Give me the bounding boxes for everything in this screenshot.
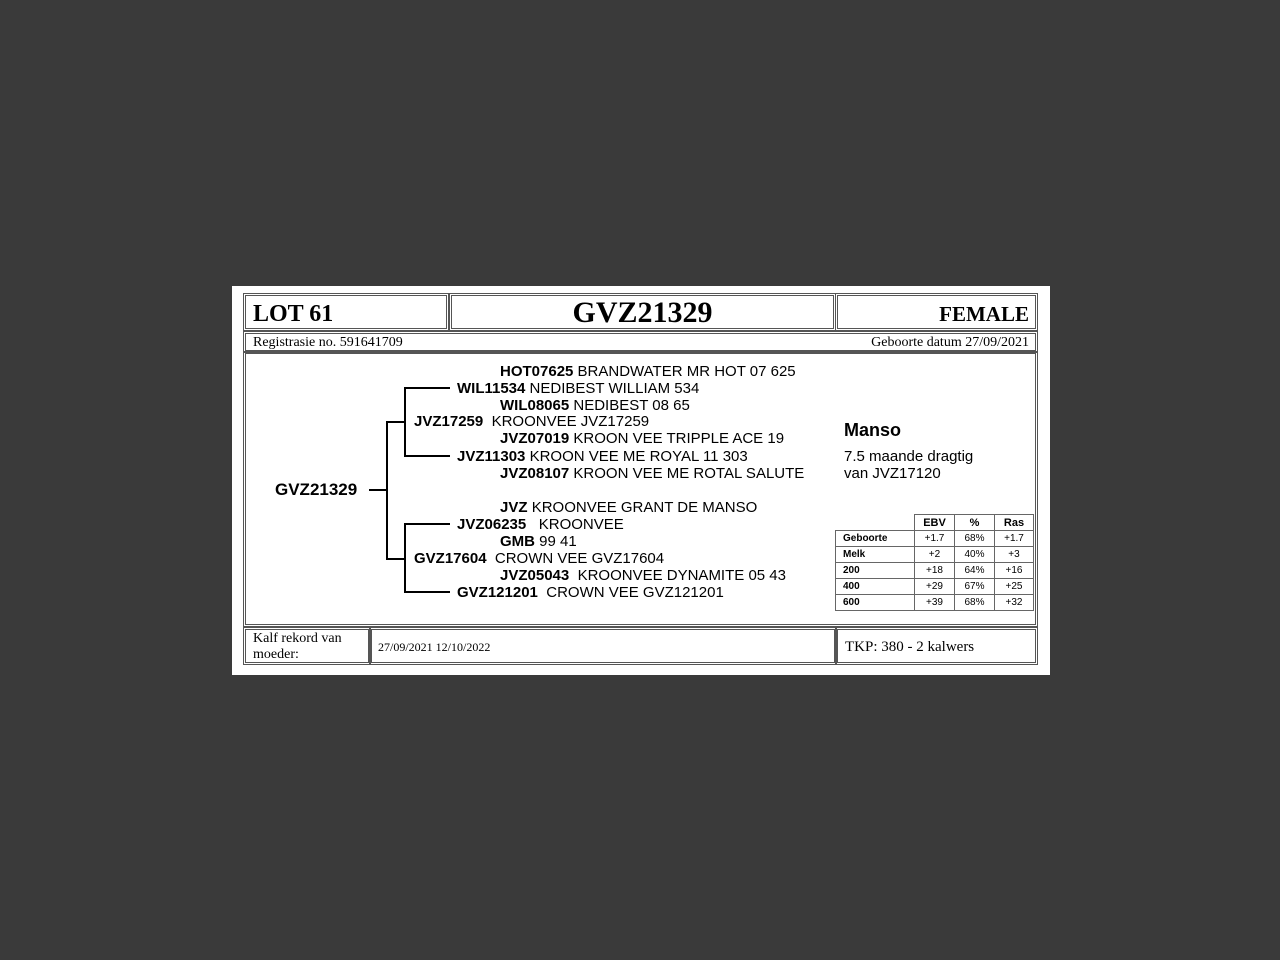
calf-record-dates: 27/09/2021 12/10/2022 [378, 640, 491, 654]
ebv-header-pct: % [955, 515, 995, 531]
sire-dam-connector [404, 455, 450, 457]
ebv-breed-avg: +3 [995, 547, 1034, 563]
dam-sire-connector [404, 523, 450, 525]
ebv-breed-avg: +32 [995, 595, 1034, 611]
pedigree-sire-dam: JVZ11303 KROON VEE ME ROYAL 11 303 [457, 448, 748, 465]
table-row [836, 547, 1034, 563]
lot-number-box [243, 293, 449, 331]
ebv-breed-avg: +25 [995, 579, 1034, 595]
table-row [836, 563, 1034, 579]
ebv-accuracy: 64% [955, 563, 995, 579]
ebv-accuracy: 68% [955, 531, 995, 547]
sex-box [835, 293, 1038, 331]
ebv-value: +2 [915, 547, 955, 563]
tkp-box [835, 627, 1038, 665]
parent-bracket [386, 421, 388, 560]
pedigree-dam-sire-sire: JVZ KROONVEE GRANT DE MANSO [500, 499, 758, 516]
pedigree-sire-sire: WIL11534 NEDIBEST WILLIAM 534 [457, 380, 700, 397]
calf-record-dates-box [369, 627, 837, 665]
ebv-accuracy: 40% [955, 547, 995, 563]
ebv-accuracy: 67% [955, 579, 995, 595]
pedigree-sire-dam-sire: JVZ07019 KROON VEE TRIPPLE ACE 19 [500, 430, 785, 447]
animal-id-box [449, 293, 836, 331]
ebv-row-label: 600 [836, 595, 915, 611]
ebv-header-row [836, 515, 1034, 531]
pedigree-sire: JVZ17259 KROONVEE JVZ17259 [414, 413, 650, 430]
calf-record-label: Kalf rekord van moeder: [253, 631, 342, 662]
pregnancy-duration: 7.5 maande dragtig [844, 448, 974, 465]
dam-bracket [404, 523, 406, 593]
pedigree-animal: GVZ21329 [275, 480, 358, 499]
sire-sire-connector [404, 387, 450, 389]
ebv-header-ras: Ras [995, 515, 1034, 531]
calf-record-label-box [243, 627, 371, 665]
animal-connector [369, 489, 387, 491]
ebv-accuracy: 68% [955, 595, 995, 611]
ebv-header-ebv: EBV [915, 515, 955, 531]
ebv-header-blank [836, 515, 915, 531]
ebv-value: +18 [915, 563, 955, 579]
ebv-breed-avg: +16 [995, 563, 1034, 579]
ebv-table [835, 514, 1034, 611]
pedigree-dam: GVZ17604 CROWN VEE GVZ17604 [414, 550, 665, 567]
ebv-row-label: 400 [836, 579, 915, 595]
ebv-value: +29 [915, 579, 955, 595]
pedigree-sire-sire-dam: WIL08065 NEDIBEST 08 65 [500, 397, 690, 414]
table-row [836, 595, 1034, 611]
lot-number: LOT 61 [253, 301, 334, 327]
pedigree-dam-sire: JVZ06235 KROONVEE [457, 516, 624, 533]
ebv-value: +39 [915, 595, 955, 611]
pedigree-sire-dam-dam: JVZ08107 KROON VEE ME ROTAL SALUTE [500, 465, 805, 482]
dam-connector [386, 558, 404, 560]
lot-card [232, 286, 1050, 675]
dam-dam-connector [404, 591, 450, 593]
table-row [836, 579, 1034, 595]
ebv-breed-avg: +1.7 [995, 531, 1034, 547]
sire-connector [386, 421, 404, 423]
pedigree-dam-dam: GVZ121201 CROWN VEE GVZ121201 [457, 584, 724, 601]
ebv-row-label: 200 [836, 563, 915, 579]
registration-number: Registrasie no. 591641709 [253, 335, 403, 350]
pedigree-sire-sire-sire: HOT07625 BRANDWATER MR HOT 07 625 [500, 363, 796, 380]
animal-sex: FEMALE [939, 302, 1029, 326]
pregnancy-title: Manso [844, 420, 902, 440]
table-row [836, 531, 1034, 547]
tkp-value: TKP: 380 - 2 kalwers [845, 639, 975, 655]
sire-bracket [404, 387, 406, 456]
pregnancy-sire: van JVZ17120 [844, 465, 941, 482]
animal-id: GVZ21329 [572, 296, 713, 329]
pedigree-dam-dam-sire: JVZ05043 KROONVEE DYNAMITE 05 43 [500, 567, 786, 584]
ebv-row-label: Melk [836, 547, 915, 563]
birth-date: Geboorte datum 27/09/2021 [871, 335, 1029, 350]
ebv-row-label: Geboorte [836, 531, 915, 547]
ebv-value: +1.7 [915, 531, 955, 547]
registration-row [243, 331, 1038, 353]
pedigree-dam-sire-dam: GMB 99 41 [500, 533, 577, 550]
